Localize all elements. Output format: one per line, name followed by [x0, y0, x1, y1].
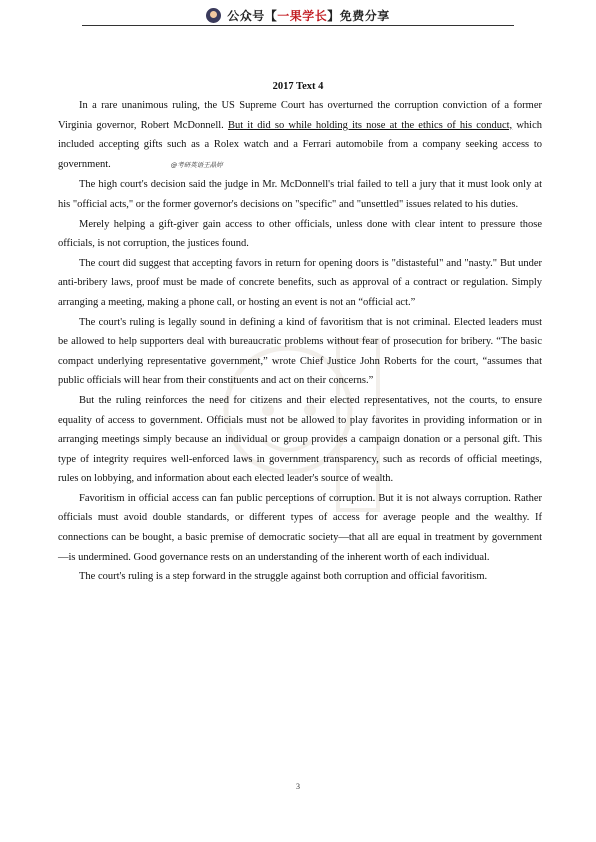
header-text	[227, 7, 390, 24]
paragraph-6: But the ruling reinforces the need for citizens and their elected representatives, not the courts, to ensure equality of access to government. Officials must not be allowed to play favorites in providing information or in arranging meetings simply because an individual or group provides a campaign donation or a personal gift. This type of integrity requires well-enforced laws in government transparency, such as records of official meetings, rules on lobbying, and information about each elected leader's source of wealth.	[58, 394, 542, 485]
author-credit: @考研英语王晶婷	[170, 160, 223, 169]
paragraph-3: Merely helping a gift-giver gain access to other officials, unless done with clear intent to pressure those officials, is not corruption, the justices found.	[58, 218, 542, 250]
underlined-sentence: But it did so while holding its nose at the ethics of his conduct,	[227, 119, 513, 131]
header-brand: 一果学长	[277, 8, 328, 23]
paragraph-5: The court's ruling is legally sound in defining a kind of favoritism that is not criminal. Elected leaders must be allowed to help supporters deal with bureaucratic problems without fear of prosecution for bribery. “The basic compact underlying representative government,” wrote Chief Justice John Roberts for the court, “assumes that public officials will hear from their constituents and act on their concerns.”	[58, 316, 542, 387]
paragraph-7: Favoritism in official access can fan public perceptions of corruption. But it is not always corruption. Rather officials must avoid double standards, or different types of access for average people and the wealthy. If connections can be bought, a basic premise of democratic society—that all are equal in treatment by government—is undermined. Good governance rests on an understanding of the inherent worth of each individual.	[58, 492, 542, 563]
paragraph-1	[58, 96, 542, 175]
page-header	[0, 4, 596, 26]
header-prefix: 公众号【	[227, 8, 278, 23]
paragraph-4: The court did suggest that accepting favors in return for opening doors is "distasteful" and "nasty." But under anti-bribery laws, proof must be made of concrete benefits, such as approval of a contract or regulation. Simply arranging a meeting, making a phone call, or hosting an event is not an “official act.”	[58, 257, 542, 308]
header-suffix: 】免费分享	[327, 8, 390, 23]
header-divider	[82, 25, 514, 26]
paragraph-2: The high court's decision said the judge in Mr. McDonnell's trial failed to tell a jury that it must look only at his "official acts," or the former governor's decisions on "specific" and "unsettled" issues related to his duties.	[58, 179, 542, 210]
avatar-logo-icon	[206, 8, 221, 23]
page-number: 3	[296, 782, 300, 791]
article-title: 2017 Text 4	[272, 81, 324, 92]
paragraph-1-text: In a rare unanimous ruling, the US Supreme Court has overturned the corruption conviction of a former Virginia governor, Robert McDonnell.	[58, 100, 542, 131]
paragraph-1-text-end: which included accepting gifts such as a Rolex watch and a Ferrari automobile from a company seeking access to government.	[58, 119, 542, 170]
paragraph-8: The court's ruling is a step forward in the struggle against both corruption and official favoritism.	[79, 571, 488, 583]
article-body	[58, 96, 542, 587]
